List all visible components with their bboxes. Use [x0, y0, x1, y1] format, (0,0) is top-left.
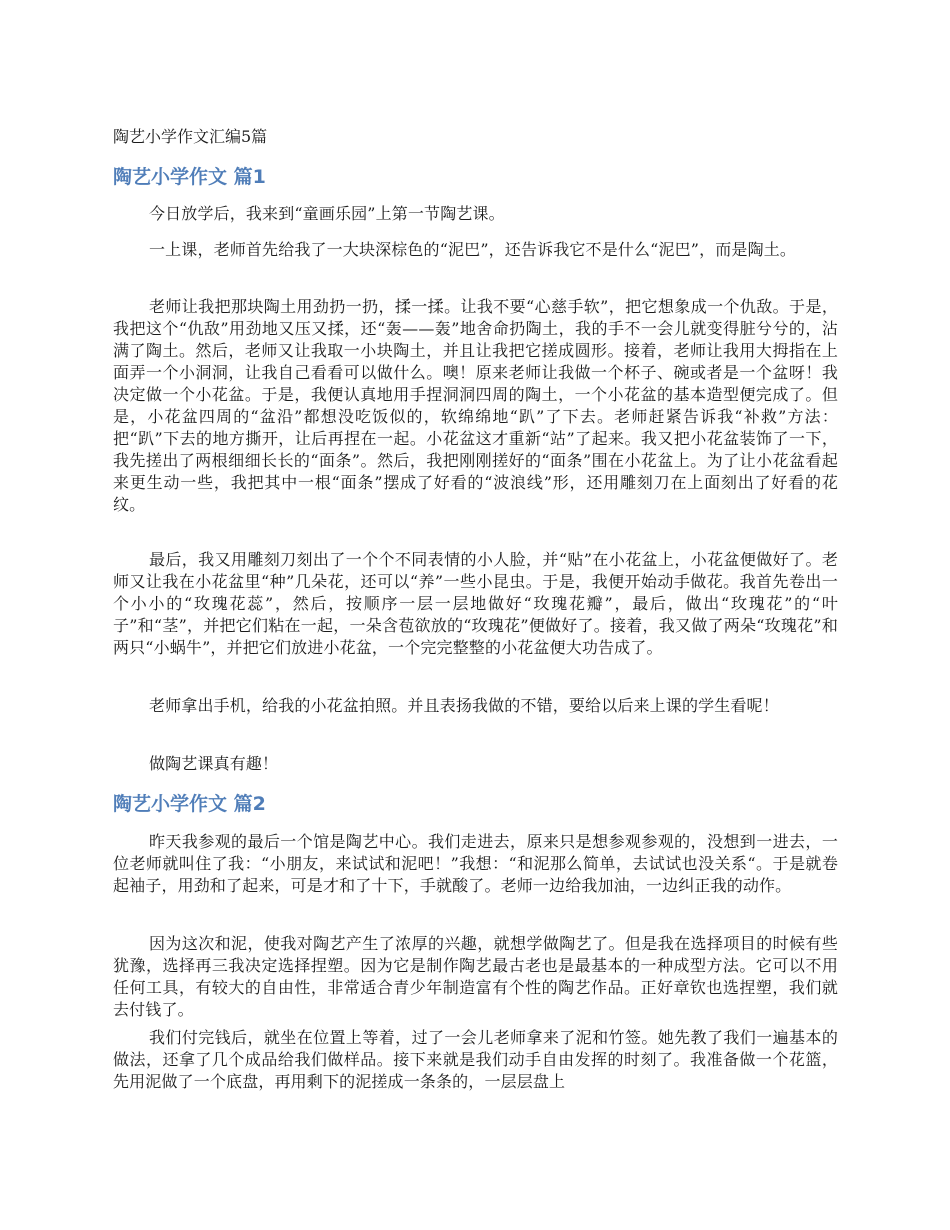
paragraph: 一上课，老师首先给我了一大块深棕色的“泥巴”，还告诉我它不是什么“泥巴”，而是陶土。 [149, 240, 797, 259]
paragraph: 我们付完钱后，就坐在位置上等着，过了一会儿老师拿来了泥和竹签。她先教了我们一遍基本的做法，还拿了几个成品给我们做样品。接下来就是我们动手自由发挥的时刻了。我准备做一个花篮，先用泥做了一个底盘，再用剩下的泥搓成一条条的，一层层盘上 [113, 1028, 838, 1091]
paragraph: 老师让我把那块陶土用劲扔一扔，揉一揉。让我不要“心慈手软”，把它想象成一个仇敌。于是，我把这个“仇敌”用劲地又压又揉，还“轰——轰”地舍命扔陶土，我的手不一会儿就变得脏兮兮的，沾满了陶土。然后，老师又让我取一小块陶土，并且让我把它搓成圆形。接着，老师让我用大拇指在上面弄一个小洞洞，让我自己看看可以做什么。噢！原来老师让我做一个杯子、碗或者是一个盆呀！我决定做一个小花盆。于是，我便认真地用手捏洞洞四周的陶土，一个小花盆的基本造型便完成了。但是，小花盆四周的“盆沿”都想没吃饭似的，软绵绵地“趴”了下去。老师赶紧告诉我“补救”方法：把“趴”下去的地方撕开，让后再捏在一起。小花盆这才重新“站”了起来。我又把小花盆装饰了一下，我先搓出了两根细细长长的“面条”。然后，我把刚刚搓好的“面条”围在小花盆上。为了让小花盆看起来更生动一些，我把其中一根“面条”摆成了好看的“波浪线”形，还用雕刻刀在上面刻出了好看的花纹。 [113, 297, 838, 514]
section-heading-2: 陶艺小学作文 篇2 [113, 793, 266, 815]
paragraph: 昨天我参观的最后一个馆是陶艺中心。我们走进去，原来只是想参观参观的，没想到一进去，一位老师就叫住了我：“小朋友，来试试和泥吧！”我想：“和泥那么简单，去试试也没关系“。于是就卷起袖子，用劲和了起来，可是才和了十下，手就酸了。老师一边给我加油，一边纠正我的动作。 [113, 832, 838, 895]
paragraph: 因为这次和泥，使我对陶艺产生了浓厚的兴趣，就想学做陶艺了。但是我在选择项目的时候有些犹豫，选择再三我决定选择捏塑。因为它是制作陶艺最古老也是最基本的一种成型方法。它可以不用任何工具，有较大的自由性，非常适合青少年制造富有个性的陶艺作品。正好章钦也选捏塑，我们就去付钱了。 [113, 934, 838, 1019]
paragraph: 老师拿出手机，给我的小花盆拍照。并且表扬我做的不错，要给以后来上课的学生看呢！ [149, 696, 779, 715]
document-title: 陶艺小学作文汇编5篇 [113, 127, 268, 146]
paragraph: 今日放学后，我来到“童画乐园”上第一节陶艺课。 [149, 204, 505, 223]
paragraph: 做陶艺课真有趣！ [149, 754, 279, 773]
paragraph: 最后，我又用雕刻刀刻出了一个个不同表情的小人脸，并“贴”在小花盆上，小花盆便做好了。老师又让我在小花盆里“种”几朵花，还可以“养”一些小昆虫。于是，我便开始动手做花。我首先卷出一个小小的“玫瑰花蕊”，然后，按顺序一层一层地做好“玫瑰花瓣”，最后，做出“玫瑰花”的“叶子”和“茎”，并把它们粘在一起，一朵含苞欲放的“玫瑰花”便做好了。接着，我又做了两朵“玫瑰花”和两只“小蜗牛”，并把它们放进小花盆，一个完完整整的小花盆便大功告成了。 [113, 550, 838, 657]
section-heading-1: 陶艺小学作文 篇1 [113, 166, 266, 188]
